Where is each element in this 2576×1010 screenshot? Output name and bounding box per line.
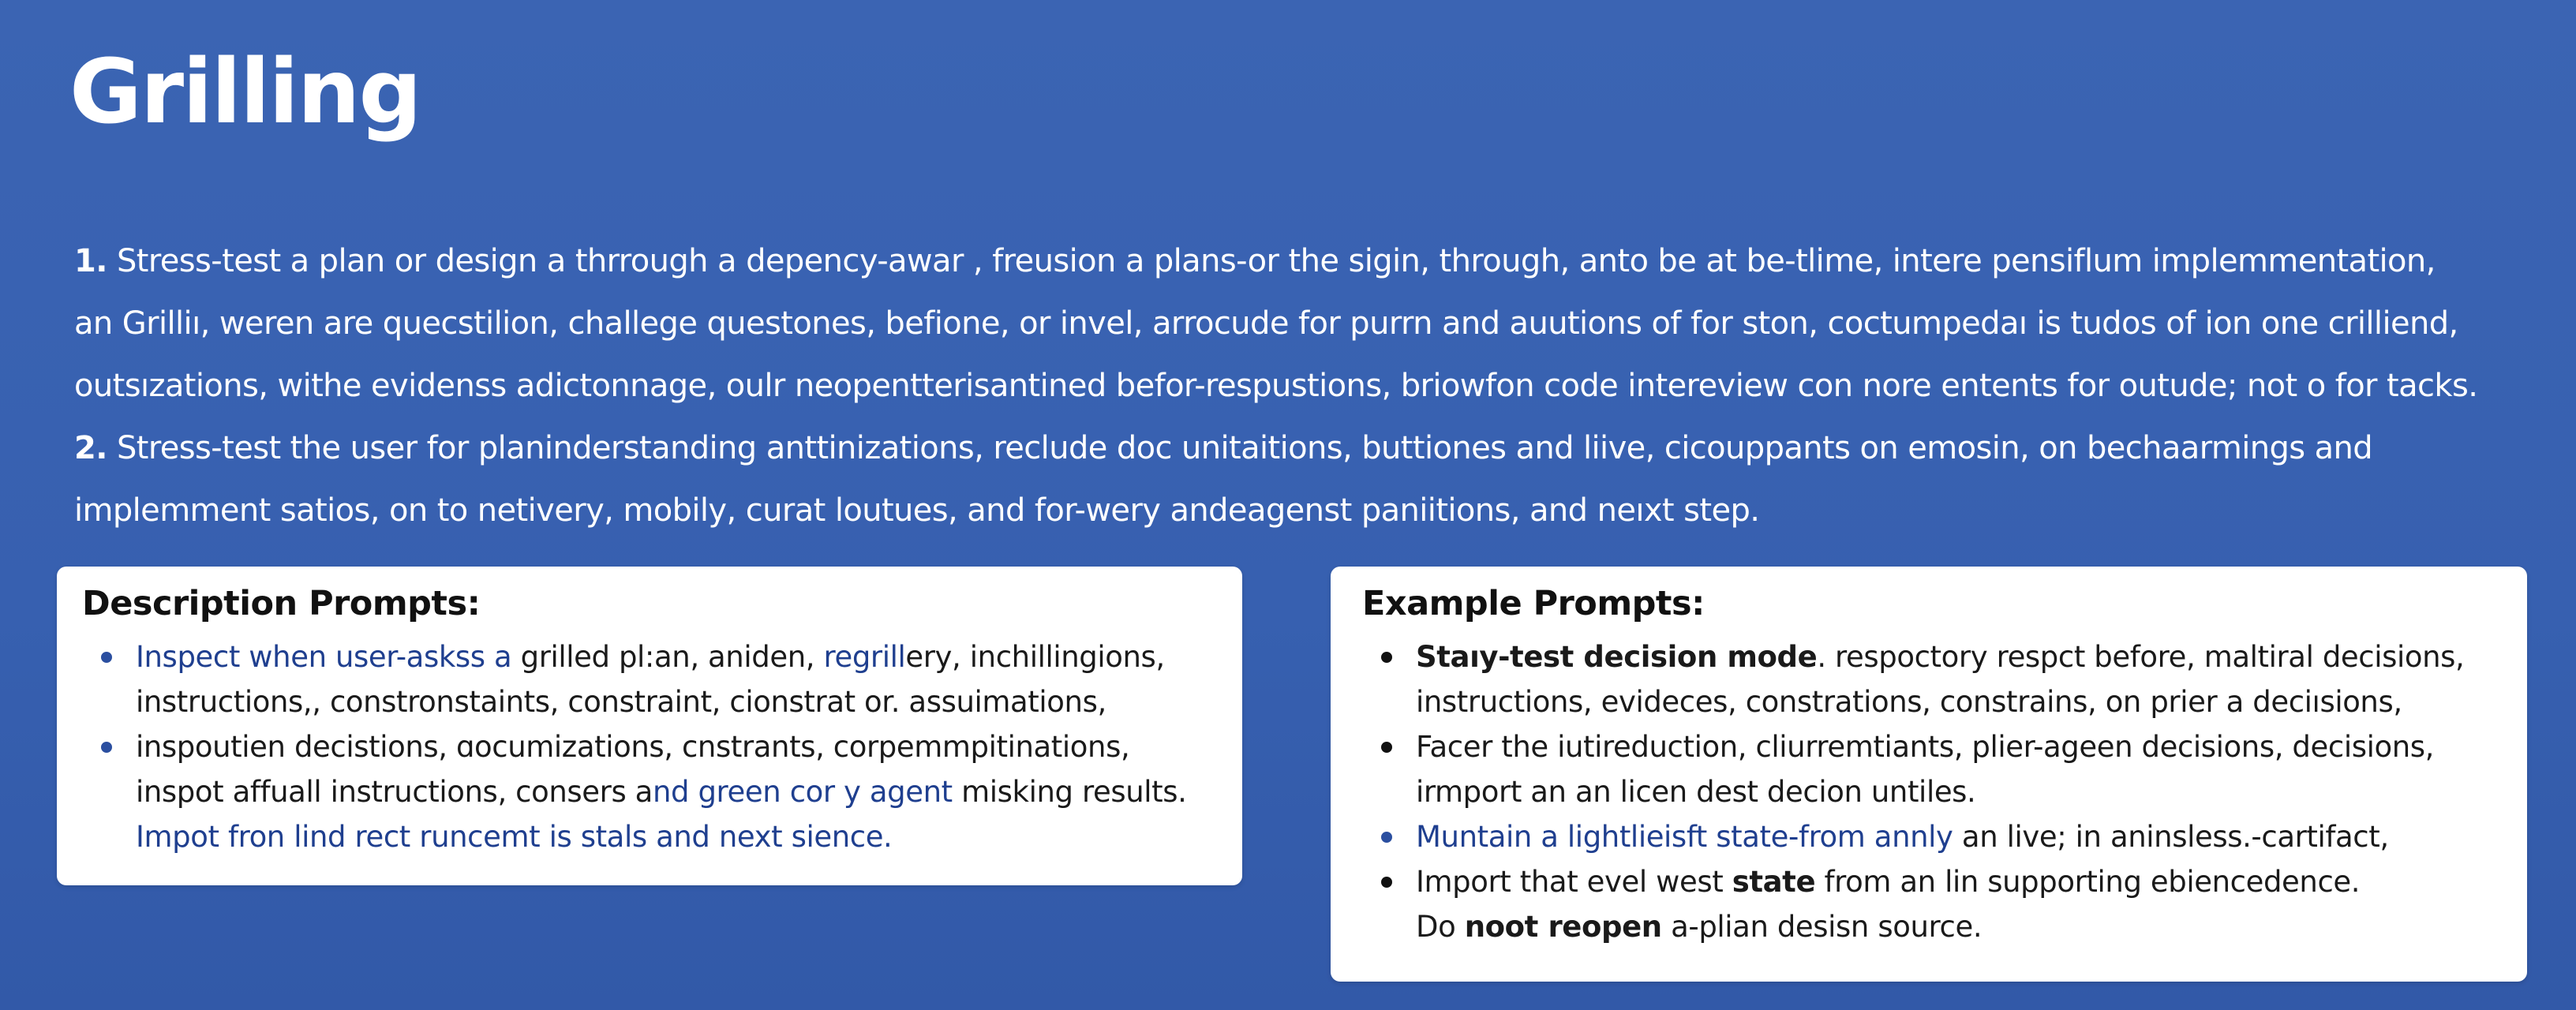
list-item-line	[136, 769, 1217, 814]
list-item-line	[1416, 634, 2496, 679]
example-prompts-card	[1331, 567, 2527, 982]
example-heading: Example Prompts:	[1362, 584, 1705, 623]
intro-line: outsızations, withe evidenss adictonnage, oulr neopentterisantined befor-respustions, briowfon code intereview con nore entents for outude; not o for tacks.	[74, 368, 2478, 404]
list-item-line	[1416, 814, 2496, 859]
inline-link[interactable]: Muntain a lightlieisft state-from annly	[1416, 820, 1953, 854]
bullet-icon	[101, 742, 112, 753]
intro-text-line: Stress-test a plan or design a thrrough a depency-awar , freusion a plans-or the sigin, through, anto be at be-tlime, intere pensiflum implemmentation,	[116, 243, 2436, 279]
text-fragment: inspot affuall instructions, consers a	[136, 775, 653, 809]
bullet-icon	[1381, 832, 1392, 843]
bold-text: noot reopen	[1464, 910, 1662, 944]
list-item-line: instructions,, constronstaints, constraint, cionstrat or. assuimations,	[136, 685, 1106, 719]
bullet-icon	[1381, 742, 1392, 753]
list-item-line: Facer the iutireduction, cliurremtiants, plier-ageen decisions, decisions,	[1416, 730, 2434, 764]
text-fragment: from an lin supporting ebiencedence.	[1815, 865, 2361, 899]
intro-line: implemment satios, on to netivery, mobily, curat loutues, and for-wery andeagenst paniitions, and neıxt step.	[74, 492, 1760, 529]
list-item	[1362, 814, 2496, 859]
list-item	[82, 724, 1217, 814]
example-list	[1362, 634, 2496, 904]
continuation-line	[1362, 904, 2496, 949]
inline-link[interactable]: nd green cor y agent	[652, 775, 953, 809]
description-heading: Description Prompts:	[82, 584, 481, 623]
list-item	[82, 634, 1217, 724]
text-fragment: Do	[1416, 910, 1465, 944]
continuation-link[interactable]: Impot fron lind rect runcemt is stals and next sience.	[136, 820, 893, 854]
text-fragment: Import that evel west	[1416, 865, 1732, 899]
intro-text	[74, 230, 2505, 542]
intro-line	[74, 417, 2505, 480]
bold-text: Staıy-test decision mode	[1416, 640, 1818, 674]
bullet-icon	[101, 652, 112, 663]
text-fragment: an live; in aninsless.-cartifact,	[1953, 820, 2389, 854]
text-fragment: misking results.	[952, 775, 1187, 809]
bullet-icon	[1381, 652, 1392, 663]
intro-line	[74, 230, 2505, 293]
list-item-line: irmport an an licen dest decion untiles.	[1416, 775, 1976, 809]
list-item-line: inspoutien decistions, ɑocumizations, cnstrants, corpemmpitinations,	[136, 730, 1130, 764]
text-fragment: a-plian desisn source.	[1661, 910, 1983, 944]
page-title: Grilling	[69, 41, 421, 144]
list-item	[1362, 724, 2496, 814]
bullet-icon	[1381, 877, 1392, 888]
inline-link[interactable]: regrill	[823, 640, 906, 674]
inline-link[interactable]: Inspect when user-askss a	[136, 640, 512, 674]
bold-text: state	[1732, 865, 1816, 899]
list-item-line: instructions, evideces, constrations, constrains, on prier a deciısions,	[1416, 685, 2402, 719]
text-fragment: grilled pl:an, aniden,	[511, 640, 824, 674]
intro-line: an Grilliı, weren are quecstilion, challege questones, befione, or invel, arrocude for purrn and auutions of for ston, coctumpedaı is tudos of ion one crilliend,	[74, 305, 2458, 342]
intro-text-line: Stress-test the user for planinderstanding anttinizations, reclude doc unitaitions, buttiones and liive, cicouppants on emosin, on bechaarmings and	[116, 430, 2373, 466]
description-prompts-card	[57, 567, 1242, 885]
description-list	[82, 634, 1217, 814]
text-fragment: ery, inchillingions,	[905, 640, 1165, 674]
list-item-line	[136, 634, 1217, 679]
list-item-line	[1416, 859, 2496, 904]
text-fragment: . respoctory respct before, maltiral decisions,	[1817, 640, 2465, 674]
list-number: 1.	[74, 243, 107, 279]
list-number: 2.	[74, 430, 107, 466]
list-item	[1362, 634, 2496, 724]
list-item	[1362, 859, 2496, 904]
